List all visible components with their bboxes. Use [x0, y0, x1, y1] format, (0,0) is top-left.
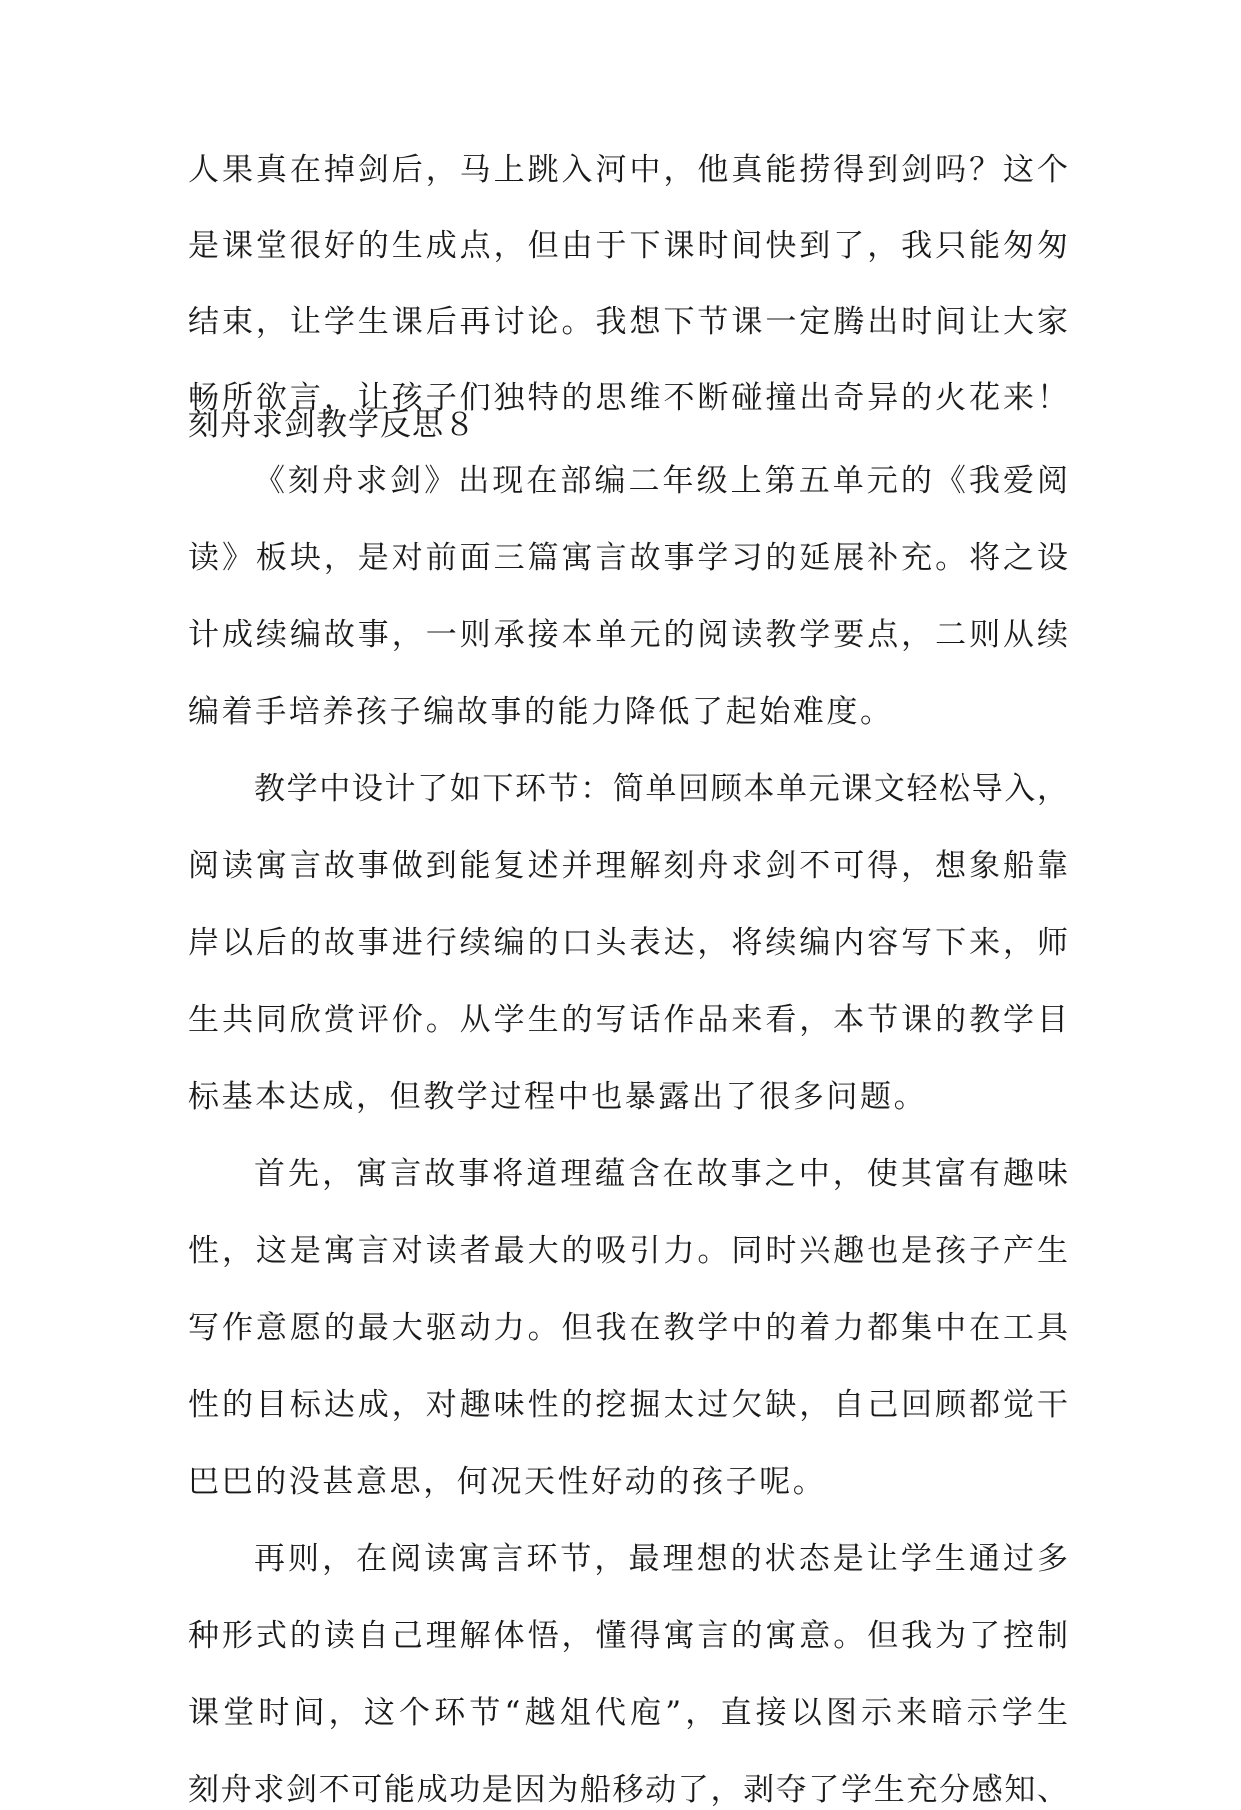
text-line: 性的目标达成，对趣味性的挖掘太过欠缺，自己回顾都觉干	[188, 1387, 1068, 1423]
text-line: 编着手培养孩子编故事的能力降低了起始难度。	[188, 694, 894, 730]
text-line: 再则，在阅读寓言环节，最理想的状态是让学生通过多	[254, 1541, 1068, 1577]
text-line: 刻舟求剑不可能成功是因为船移动了，剥夺了学生充分感知、	[188, 1772, 1068, 1808]
paragraph	[188, 769, 1068, 1117]
text-line: 性，这是寓言对读者最大的吸引力。同时兴趣也是孩子产生	[188, 1233, 1068, 1269]
text-line: 标基本达成，但教学过程中也暴露出了很多问题。	[188, 1079, 928, 1115]
section-heading-block	[188, 405, 1068, 445]
intro-paragraph	[188, 150, 1068, 418]
text-line: 生共同欣赏评价。从学生的写话作品来看，本节课的教学目	[188, 1002, 1068, 1038]
text-line: 首先，寓言故事将道理蕴含在故事之中，使其富有趣味	[254, 1156, 1068, 1192]
text-line: 课堂时间，这个环节“越俎代庖”，直接以图示来暗示学生	[188, 1695, 1068, 1731]
text-line: 种形式的读自己理解体悟，懂得寓言的寓意。但我为了控制	[188, 1618, 1068, 1654]
text-line: 结束，让学生课后再讨论。我想下节课一定腾出时间让大家	[188, 304, 1068, 340]
text-line: 人果真在掉剑后，马上跳入河中，他真能捞得到剑吗？这个	[188, 152, 1068, 188]
text-line: 阅读寓言故事做到能复述并理解刻舟求剑不可得，想象船靠	[188, 848, 1068, 884]
text-line: 写作意愿的最大驱动力。但我在教学中的着力都集中在工具	[188, 1310, 1068, 1346]
text-line: 计成续编故事，一则承接本单元的阅读教学要点，二则从续	[188, 617, 1068, 653]
paragraph	[188, 461, 1068, 732]
text-line: 畅所欲言，让孩子们独特的思维不断碰撞出奇异的火花来！	[188, 380, 1068, 416]
text-line: 《刻舟求剑》出现在部编二年级上第五单元的《我爱阅	[254, 463, 1068, 499]
text-line: 教学中设计了如下环节：简单回顾本单元课文轻松导入，	[254, 771, 1068, 807]
paragraph	[188, 1539, 1068, 1810]
text-line: 巴巴的没甚意思，何况天性好动的孩子呢。	[188, 1464, 827, 1500]
text-line: 岸以后的故事进行续编的口头表达，将续编内容写下来，师	[188, 925, 1068, 961]
text-line: 是课堂很好的生成点，但由于下课时间快到了，我只能匆匆	[188, 228, 1068, 264]
text-line: 读》板块，是对前面三篇寓言故事学习的延展补充。将之设	[188, 540, 1068, 576]
paragraph	[188, 1154, 1068, 1502]
section-heading: 刻舟求剑教学反思８	[188, 407, 476, 443]
